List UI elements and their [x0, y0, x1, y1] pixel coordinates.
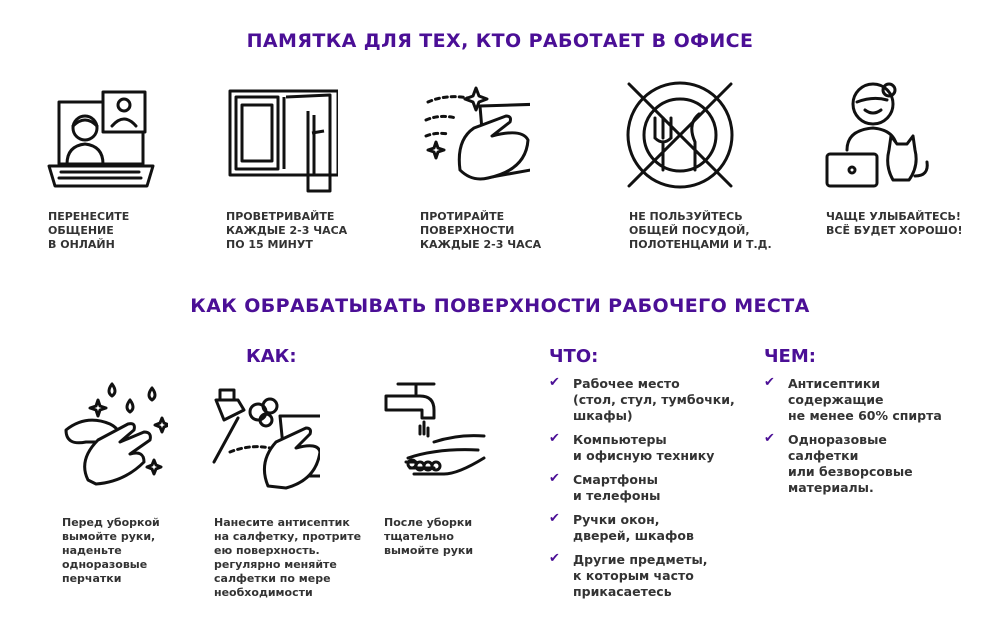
section-title: КАК ОБРАБАТЫВАТЬ ПОВЕРХНОСТИ РАБОЧЕГО МЕСТА	[190, 295, 810, 317]
page-title: ПАМЯТКА ДЛЯ ТЕХ, КТО РАБОТАЕТ В ОФИСЕ	[246, 30, 754, 52]
list-item: ✔ Одноразовые салфетки или безворсовые материалы.	[764, 431, 913, 495]
tip-text-5: ЧАЩЕ УЛЫБАЙТЕСЬ! ВСЁ БУДЕТ ХОРОШО!	[826, 210, 963, 237]
no-shared-dishes-icon	[625, 80, 735, 190]
what-label: ЧТО:	[549, 346, 599, 367]
how-label: КАК:	[246, 346, 297, 367]
wash-hands-icon	[58, 380, 168, 490]
list-item: ✔ Антисептики содержащие не менее 60% спирта	[764, 375, 942, 423]
tip-text-1: ПЕРЕНЕСИТЕ ОБЩЕНИЕ В ОНЛАЙН	[48, 210, 130, 251]
tip-text-2: ПРОВЕТРИВАЙТЕ КАЖДЫЕ 2-3 ЧАСА ПО 15 МИНУТ	[226, 210, 348, 251]
list-item: ✔ Смартфоны и телефоны	[549, 471, 661, 503]
check-icon: ✔	[549, 375, 560, 390]
check-icon: ✔	[549, 511, 560, 526]
check-icon: ✔	[549, 551, 560, 566]
list-item: ✔ Компьютеры и офисную технику	[549, 431, 715, 463]
tip-text-4: НЕ ПОЛЬЗУЙТЕСЬ ОБЩЕЙ ПОСУДОЙ, ПОЛОТЕНЦАМИ И Т.Д.	[629, 210, 772, 251]
check-icon: ✔	[549, 431, 560, 446]
spray-wipe-icon	[210, 382, 320, 492]
smiling-person-cat-icon	[823, 80, 933, 190]
check-icon: ✔	[764, 431, 775, 446]
list-item: ✔ Ручки окон, дверей, шкафов	[549, 511, 694, 543]
faucet-hands-icon	[384, 382, 494, 492]
laptop-video-call-icon	[45, 88, 155, 198]
with-list	[764, 376, 984, 504]
list-item: ✔ Другие предметы, к которым часто прикасаетесь	[549, 551, 708, 599]
how-step-1: Перед уборкой вымойте руки, наденьте одноразовые перчатки	[62, 516, 160, 585]
tip-text-3: ПРОТИРАЙТЕ ПОВЕРХНОСТИ КАЖДЫЕ 2-3 ЧАСА	[420, 210, 542, 251]
open-window-icon	[228, 85, 338, 195]
wipe-surface-icon	[420, 84, 530, 194]
how-step-2: Нанесите антисептик на салфетку, протрите ею поверхность. регулярно меняйте салфетки по мере необходимости	[214, 516, 362, 599]
check-icon: ✔	[764, 375, 775, 390]
what-list	[549, 376, 749, 608]
how-step-3: После уборки тщательно вымойте руки	[384, 516, 474, 557]
list-item: ✔ Рабочее место (стол, стул, тумбочки, шкафы)	[549, 375, 735, 423]
with-label: ЧЕМ:	[764, 346, 816, 367]
check-icon: ✔	[549, 471, 560, 486]
